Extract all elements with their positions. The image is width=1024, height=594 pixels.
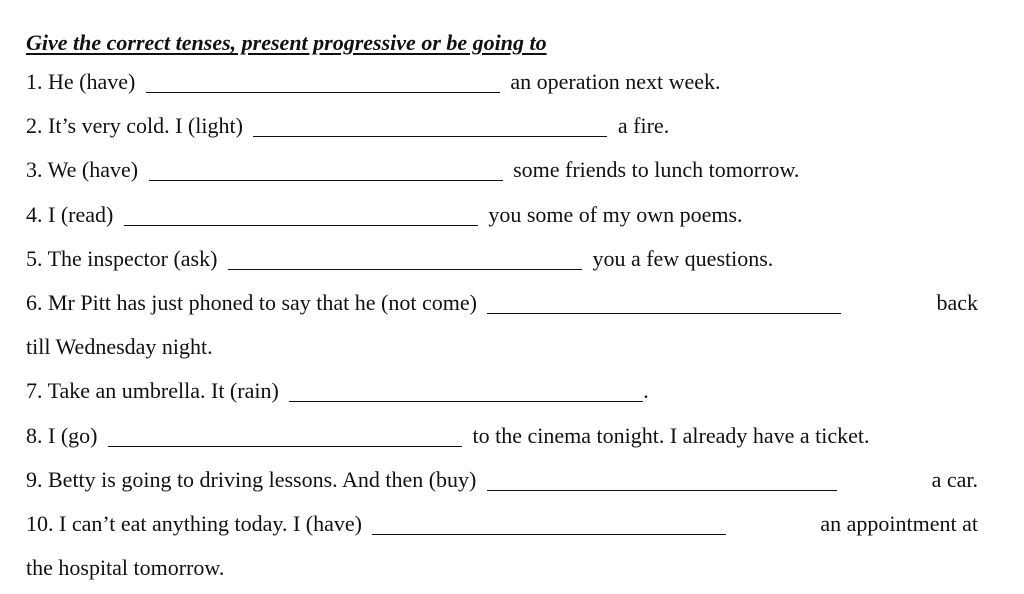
item-prompt: 5. The inspector (ask) <box>26 245 218 271</box>
item-continuation: you some of my own poems. <box>488 201 743 227</box>
exercise-item-1 <box>26 60 998 104</box>
item-continuation: an operation next week. <box>510 69 721 94</box>
item-continuation: a fire. <box>617 113 670 139</box>
answer-blank[interactable] <box>372 534 726 535</box>
answer-blank[interactable] <box>146 92 500 93</box>
item-prompt: 9. Betty is going to driving lessons. And then (buy) <box>26 466 477 492</box>
exercise-item-10 <box>26 502 978 546</box>
item-continuation: . <box>643 378 649 404</box>
worksheet <box>26 28 998 590</box>
exercise-item-4 <box>26 193 998 237</box>
item-continuation: back <box>936 290 978 316</box>
item-prompt: 4. I (read) <box>26 201 114 227</box>
answer-blank[interactable] <box>487 313 841 314</box>
item-wrap-text: till Wednesday night. <box>26 334 213 360</box>
exercise-item-2 <box>26 104 998 148</box>
answer-blank[interactable] <box>149 180 503 181</box>
item-continuation: you a few questions. <box>592 245 774 271</box>
item-prompt: 8. I (go) <box>26 422 98 448</box>
exercise-item-8 <box>26 414 998 458</box>
item-continuation: some friends to lunch tomorrow. <box>513 157 800 183</box>
item-continuation: to the cinema tonight. I already have a ticket. <box>472 422 870 448</box>
item-prompt: 1. He (have) <box>26 69 136 94</box>
exercise-item-10-wrap <box>26 546 998 590</box>
exercise-item-7 <box>26 369 998 413</box>
item-wrap-text: the hospital tomorrow. <box>26 555 225 581</box>
answer-blank[interactable] <box>487 490 837 491</box>
answer-blank[interactable] <box>253 136 607 137</box>
item-continuation: an appointment at <box>820 511 978 537</box>
item-prompt: 10. I can’t eat anything today. I (have) <box>26 511 362 537</box>
item-prompt: 3. We (have) <box>26 157 139 183</box>
exercise-item-3 <box>26 148 998 192</box>
item-prompt: 2. It’s very cold. I (light) <box>26 113 243 139</box>
item-prompt: 7. Take an umbrella. It (rain) <box>26 378 279 404</box>
item-continuation: a car. <box>931 466 978 492</box>
answer-blank[interactable] <box>228 269 582 270</box>
exercise-item-6-wrap <box>26 325 998 369</box>
exercise-item-9 <box>26 458 978 502</box>
exercise-item-6 <box>26 281 978 325</box>
worksheet-title: Give the correct tenses, present progressive or be going to <box>26 30 547 55</box>
answer-blank[interactable] <box>289 401 643 402</box>
answer-blank[interactable] <box>124 225 478 226</box>
answer-blank[interactable] <box>108 446 462 447</box>
exercise-item-5 <box>26 237 998 281</box>
item-prompt: 6. Mr Pitt has just phoned to say that he (not come) <box>26 290 477 316</box>
